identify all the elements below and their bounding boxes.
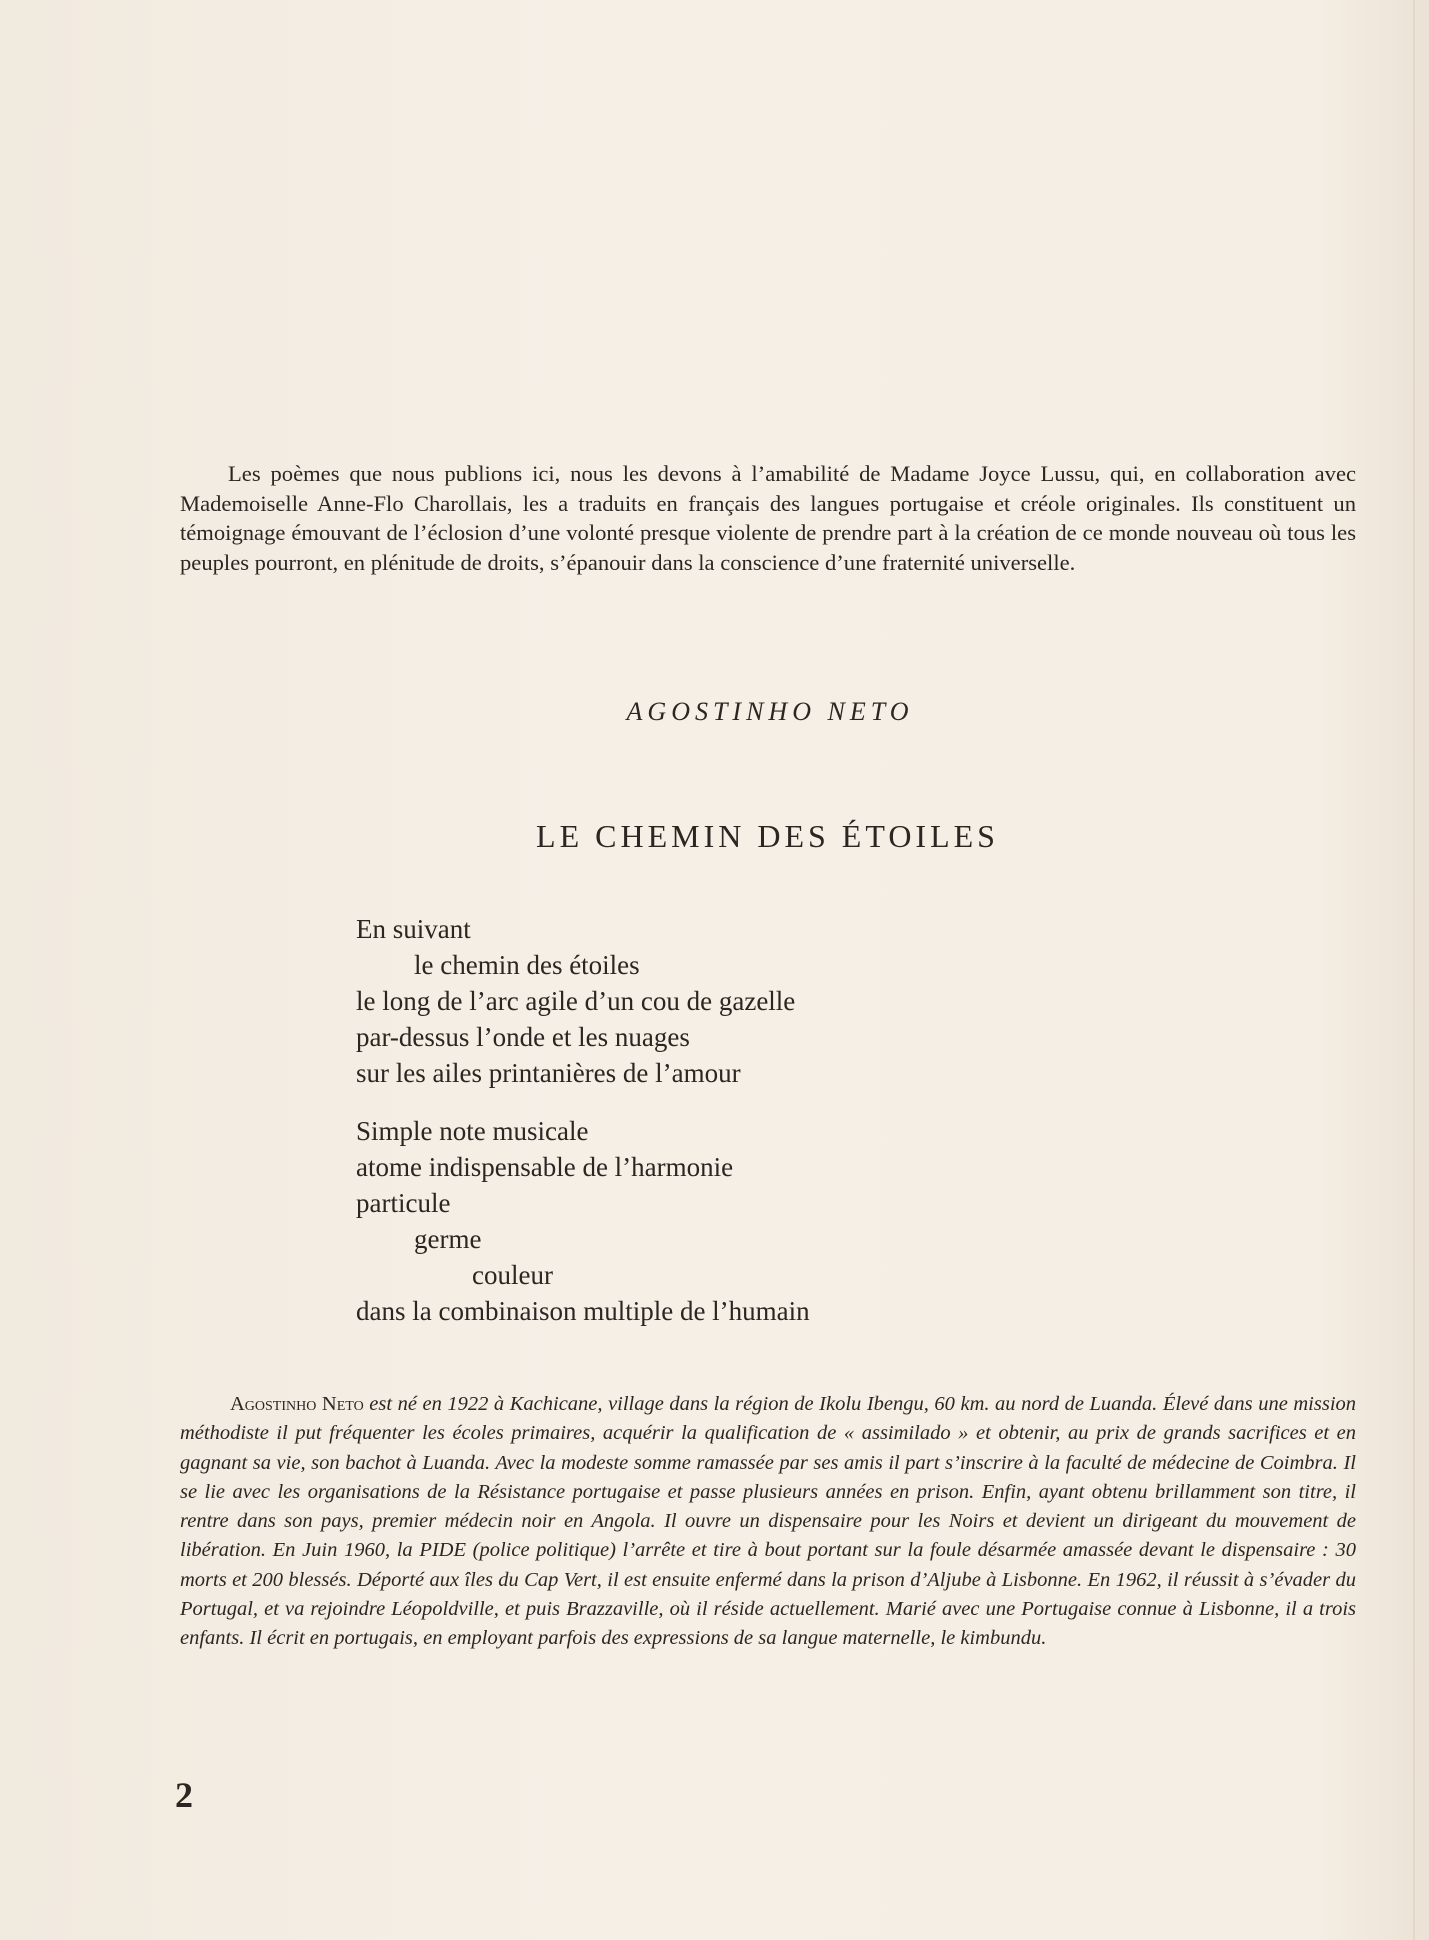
poem-line: le chemin des étoiles xyxy=(414,950,640,980)
poem-line: sur les ailes printanières de l’amour xyxy=(356,1058,741,1088)
poem-title: LE CHEMIN DES ÉTOILES xyxy=(536,818,999,854)
intro-paragraph: Les poèmes que nous publions ici, nous les devons à l’amabilité de Madame Joyce Lussu, qui, en collaboration avec Mademoiselle Anne-Flo Charollais, les a traduits en français des langues portugaise et créole originales. Ils constituent un témoignage émouvant de l’éclosion d’une volonté presque violente de prendre part à la création de ce monde nouveau où tous les peuples pourront, en plénitude de droits, s’épanouir dans la conscience d’une fraternité universelle. xyxy=(180,461,1356,575)
biography-author-name: Agostinho Neto xyxy=(230,1393,364,1415)
poem-body xyxy=(356,911,810,1329)
poem-author: AGOSTINHO NETO xyxy=(626,697,914,726)
poem-line: dans la combinaison multiple de l’humain xyxy=(356,1296,810,1326)
poem-line: particule xyxy=(356,1188,451,1218)
stanza-break xyxy=(356,1091,810,1113)
page-edge xyxy=(1413,0,1415,1940)
poem-line: Simple note musicale xyxy=(356,1116,589,1146)
biography-text: est né en 1922 à Kachicane, village dans la région de Ikolu Ibengu, 60 km. au nord de Luanda. Élevé dans une mission méthodiste il put fréquenter les écoles primaires, acquérir la qualification de « assimilado » et obtenir, au prix de grands sacrifices et en gagnant sa vie, son bachot à Luanda. Avec la modeste somme ramassée par ses amis il part s’inscrire à la faculté de médecine de Coimbra. Il se lie avec les organisations de la Résistance portugaise et passe plusieurs années en prison. Enfin, ayant obtenu brillamment son titre, il rentre dans son pays, premier médecin noir en Angola. Il ouvre un dispensaire pour les Noirs et devient un dirigeant du mouvement de libération. En Juin 1960, la PIDE (police politique) l’arrête et tire à bout portant sur la foule désarmée amassée devant le dispensaire : 30 morts et 200 blessés. Déporté aux îles du Cap Vert, il est ensuite enfermé dans la prison d’Aljube à Lisbonne. En 1962, il réussit à s’évader du Portugal, et va rejoindre Léopoldville, et puis Brazzaville, où il réside actuellement. Marié avec une Portugaise connue à Lisbonne, il a trois enfants. Il écrit en portugais, en employant parfois des expressions de sa langue maternelle, le kimbundu. xyxy=(180,1393,1357,1650)
poem-line: le long de l’arc agile d’un cou de gazelle xyxy=(356,986,796,1016)
author-biography xyxy=(180,1390,1356,1654)
poem-line: En suivant xyxy=(356,914,471,944)
page-number: 2 xyxy=(175,1775,193,1815)
poem-line: atome indispensable de l’harmonie xyxy=(356,1152,734,1182)
poem-line: couleur xyxy=(472,1260,553,1290)
poem-line: par-dessus l’onde et les nuages xyxy=(356,1022,690,1052)
poem-line: germe xyxy=(414,1224,482,1254)
